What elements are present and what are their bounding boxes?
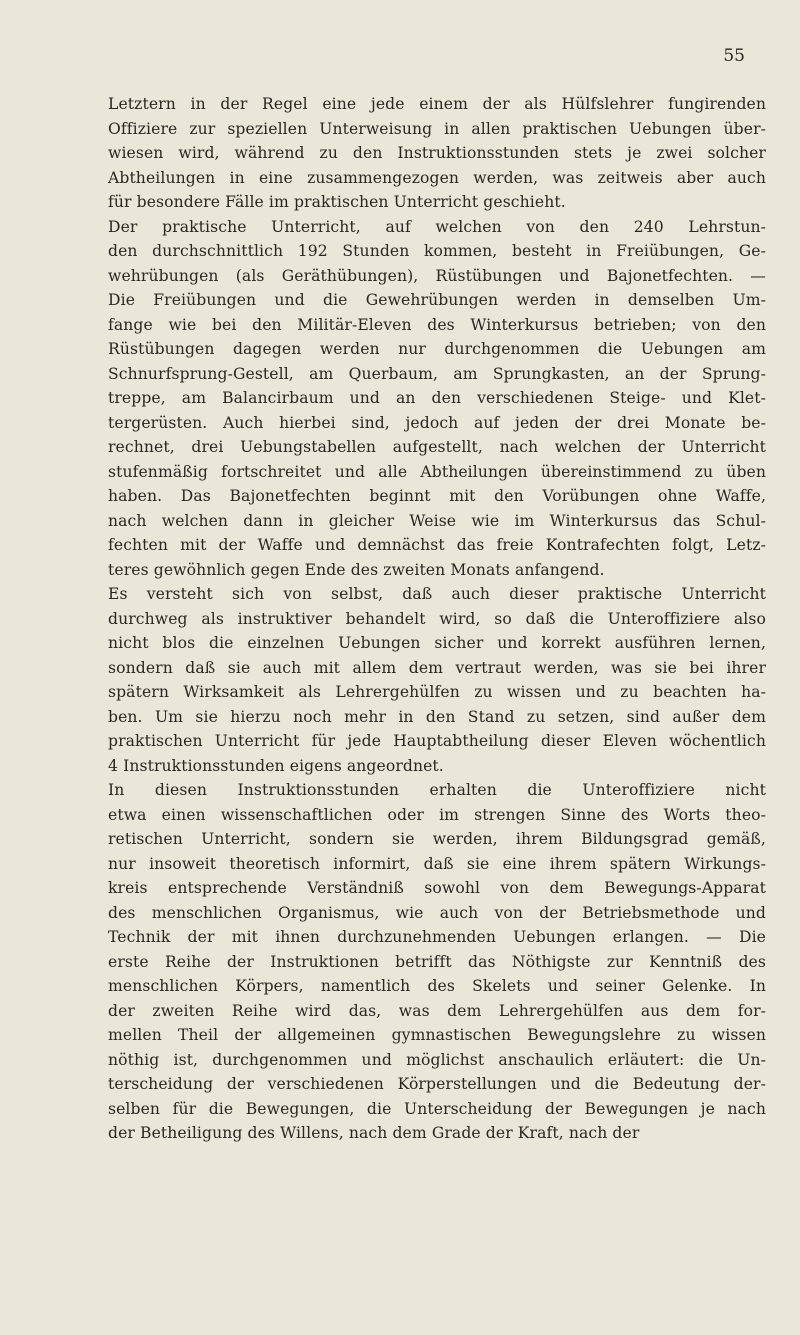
text-line: für besondere Fälle im praktischen Unterricht geschieht. — [108, 193, 566, 211]
text-line: Rüstübungen dagegen werden nur durchgenommen die Uebungen am — [108, 340, 766, 358]
text-line: erste Reihe der Instruktionen betrifft das Nöthigste zur Kenntniß des — [108, 952, 766, 971]
text-line: Technik der mit ihnen durchzunehmenden Uebungen erlangen. — Die — [108, 928, 766, 946]
text-line: nach welchen dann in gleicher Weise wie im Winterkursus das Schul- — [108, 511, 766, 530]
text-line: kreis entsprechende Verständniß sowohl von dem Bewegungs-Apparat — [108, 879, 766, 897]
text-line: teres gewöhnlich gegen Ende des zweiten Monats anfangend. — [108, 560, 605, 579]
text-line: mellen Theil der allgemeinen gymnastischen Bewegungslehre zu wissen — [108, 1026, 766, 1044]
text-line: der zweiten Reihe wird das, was dem Lehrergehülfen aus dem for- — [108, 1001, 766, 1020]
text-line: nur insoweit theoretisch informirt, daß sie eine ihrem spätern Wirkungs- — [108, 854, 766, 873]
text-line: durchweg als instruktiver behandelt wird, so daß die Unteroffiziere also — [108, 609, 766, 628]
text-line: Offiziere zur speziellen Unterweisung in allen praktischen Uebungen über- — [108, 119, 766, 138]
text-line: spätern Wirksamkeit als Lehrergehülfen zu wissen und zu beachten ha- — [108, 683, 766, 701]
text-line: fechten mit der Waffe und demnächst das freie Kontrafechten folgt, Letz- — [108, 536, 766, 554]
text-line: tergerüsten. Auch hierbei sind, jedoch auf jeden der drei Monate be- — [108, 413, 766, 432]
text-line: Der praktische Unterricht, auf welchen von den 240 Lehrstun- — [108, 217, 766, 236]
text-line: nöthig ist, durchgenommen und möglichst anschaulich erläutert: die Un- — [108, 1050, 766, 1069]
text-line: wiesen wird, während zu den Instruktionsstunden stets je zwei solcher — [108, 144, 766, 162]
text-line: fange wie bei den Militär-Eleven des Winterkursus betrieben; von den — [108, 315, 766, 334]
text-line: Die Freiübungen und die Gewehrübungen werden in demselben Um- — [108, 291, 766, 309]
text-line: rechnet, drei Uebungstabellen aufgestellt, nach welchen der Unterricht — [108, 438, 766, 456]
body-text — [108, 92, 766, 1146]
text-line: der Betheiligung des Willens, nach dem Grade der Kraft, nach der — [108, 1124, 640, 1142]
text-line: praktischen Unterricht für jede Hauptabtheilung dieser Eleven wöchentlich — [108, 732, 766, 750]
text-line: wehrübungen (als Geräthübungen), Rüstübungen und Bajonetfechten. — — [108, 266, 766, 285]
text-line: ben. Um sie hierzu noch mehr in den Stand zu setzen, sind außer dem — [108, 707, 766, 726]
text-line: stufenmäßig fortschreitet und alle Abtheilungen übereinstimmend zu üben — [108, 462, 766, 481]
text-line: treppe, am Balancirbaum und an den verschiedenen Steige- und Klet- — [108, 389, 766, 407]
text-line: retischen Unterricht, sondern sie werden, ihrem Bildungsgrad gemäß, — [108, 830, 766, 848]
text-line: menschlichen Körpers, namentlich des Skelets und seiner Gelenke. In — [108, 977, 766, 995]
page-number: 55 — [723, 46, 745, 66]
text-line: selben für die Bewegungen, die Unterscheidung der Bewegungen je nach — [108, 1099, 766, 1118]
text-line: In diesen Instruktionsstunden erhalten die Unteroffiziere nicht — [108, 781, 766, 799]
text-line: Schnurfsprung-Gestell, am Querbaum, am Sprungkasten, an der Sprung- — [108, 364, 766, 383]
text-line: nicht blos die einzelnen Uebungen sicher und korrekt ausführen lernen, — [108, 634, 766, 652]
text-line: Abtheilungen in eine zusammengezogen werden, was zeitweis aber auch — [108, 168, 766, 187]
text-line: etwa einen wissenschaftlichen oder im strengen Sinne des Worts theo- — [108, 805, 766, 824]
text-line: terscheidung der verschiedenen Körperstellungen und die Bedeutung der- — [108, 1075, 766, 1093]
text-line: Letztern in der Regel eine jede einem der als Hülfslehrer fungirenden — [108, 95, 766, 113]
text-line: Es versteht sich von selbst, daß auch dieser praktische Unterricht — [108, 585, 766, 603]
text-line: haben. Das Bajonetfechten beginnt mit den Vorübungen ohne Waffe, — [108, 487, 766, 505]
text-line: den durchschnittlich 192 Stunden kommen, besteht in Freiübungen, Ge- — [108, 242, 766, 260]
text-line: sondern daß sie auch mit allem dem vertraut werden, was sie bei ihrer — [108, 658, 766, 677]
text-line: 4 Instruktionsstunden eigens angeordnet. — [108, 756, 444, 775]
text-line: des menschlichen Organismus, wie auch von der Betriebsmethode und — [108, 903, 766, 922]
